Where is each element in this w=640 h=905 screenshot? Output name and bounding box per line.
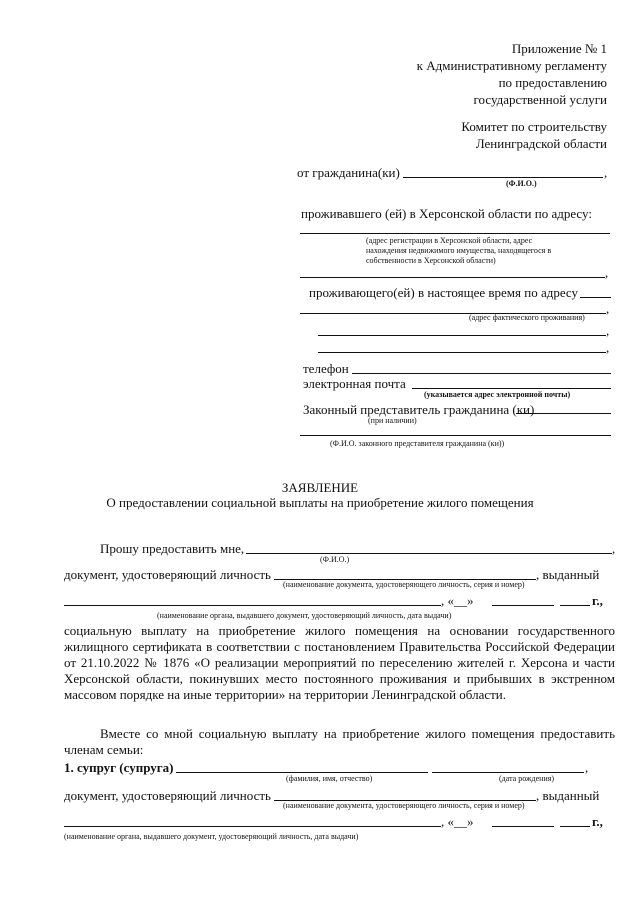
actual-address-hint: (адрес фактического проживания) <box>469 313 585 322</box>
spouse-fio-line[interactable] <box>176 772 428 773</box>
lived-kherson-label: проживавшего (ей) в Херсонской области по адресу: <box>301 206 592 221</box>
request-label: Прошу предоставить мне, <box>100 541 245 556</box>
phone-line[interactable] <box>352 373 611 374</box>
spouse-issue-year-line[interactable] <box>560 826 590 827</box>
spouse-year-label: г., <box>592 814 603 829</box>
spouse-fio-hint: (фамилия, имя, отчество) <box>286 774 373 783</box>
spouse-issued-label: , выданный <box>536 788 600 803</box>
appendix-number: Приложение № 1 <box>511 41 607 56</box>
document-title: ЗАЯВЛЕНИЕ <box>281 480 359 495</box>
email-hint: (указывается адрес электронной почты) <box>424 390 571 399</box>
paragraph-line-5: массовом порядке на иные территории» на территории Ленинградской области. <box>64 687 506 702</box>
spouse-birth-hint: (дата рождения) <box>499 774 555 783</box>
spouse-issue-month-line[interactable] <box>492 826 554 827</box>
comma-mark: , <box>585 760 589 775</box>
comma-mark: , <box>605 265 609 280</box>
paragraph-line-2: жилищного сертификата в соответствии с постановлением Правительства Российской Федерации <box>64 639 615 654</box>
state-service-line: государственной услуги <box>473 92 607 107</box>
issue-year-line[interactable] <box>560 605 590 606</box>
id-document-label: документ, удостоверяющий личность <box>64 567 271 582</box>
email-line[interactable] <box>412 388 611 389</box>
committee-line-2: Ленинградской области <box>475 136 607 151</box>
representative-label: Законный представитель гражданина (ки) <box>303 402 535 417</box>
actual-address-line-2[interactable] <box>318 335 606 336</box>
spouse-issuer-hint: (наименование органа, выдавшего документ, удостоверяющий личность, дата выдачи) <box>64 832 359 841</box>
family-intro-line-2: членам семьи: <box>64 742 144 757</box>
issued-label: , выданный <box>536 567 600 582</box>
comma-mark: , <box>604 165 608 180</box>
comma-mark: , <box>606 301 610 316</box>
issuer-hint: (наименование органа, выдавшего документ, удостоверяющий личность, дата выдачи) <box>157 611 452 620</box>
issue-date-quote: , «__» <box>441 593 474 608</box>
representative-fio-hint: (Ф.И.О. законного представителя гражданина (ки)) <box>330 439 505 448</box>
kherson-address-line[interactable] <box>300 233 610 234</box>
spouse-id-document-hint: (наименование документа, удостоверяющего личность, серия и номер) <box>283 801 525 810</box>
living-now-label: проживающего(ей) в настоящее время по адресу <box>309 285 579 300</box>
kherson-address-line-2[interactable] <box>300 277 605 278</box>
representative-optional-hint: (при наличии) <box>368 416 417 425</box>
spouse-birth-line[interactable] <box>432 772 584 773</box>
provision-line: по предоставлению <box>498 75 607 90</box>
id-document-hint: (наименование документа, удостоверяющего личность, серия и номер) <box>283 580 525 589</box>
year-label: г., <box>592 593 603 608</box>
spouse-issue-date-quote: , «__» <box>441 814 474 829</box>
spouse-issuer-line[interactable] <box>64 826 441 827</box>
reg-address-hint-2: нахождения недвижимого имущества, находящегося в <box>366 246 552 255</box>
committee-line-1: Комитет по строительству <box>461 119 607 134</box>
family-intro-line-1: Вместе со мной социальную выплату на приобретение жилого помещения предоставить <box>100 726 615 741</box>
spouse-label: 1. супруг (супруга) <box>64 760 174 775</box>
issuer-line[interactable] <box>64 605 441 606</box>
request-fio-line[interactable] <box>246 553 612 554</box>
phone-label: телефон <box>303 361 349 376</box>
from-citizen-label: от гражданина(ки) <box>297 165 400 180</box>
living-now-line-short[interactable] <box>580 297 611 298</box>
actual-address-line-3[interactable] <box>318 352 606 353</box>
spouse-id-document-label: документ, удостоверяющий личность <box>64 788 271 803</box>
fio-hint: (Ф.И.О.) <box>506 179 537 188</box>
paragraph-line-4: Херсонской области, покинувших место постоянного проживания и прибывших в экстренном <box>64 671 615 686</box>
paragraph-line-3: от 21.10.2022 № 1876 «О реализации мероприятий по переселению жителей г. Херсона и части <box>64 655 615 670</box>
issue-month-line[interactable] <box>492 605 554 606</box>
from-citizen-line[interactable] <box>403 177 603 178</box>
document-subtitle: О предоставлении социальной выплаты на приобретение жилого помещения <box>106 495 534 510</box>
reg-address-hint-1: (адрес регистрации в Херсонской области, адрес <box>366 236 533 245</box>
comma-mark: , <box>606 340 610 355</box>
comma-mark: , <box>606 323 610 338</box>
representative-line[interactable] <box>516 413 611 414</box>
comma-mark: , <box>612 541 616 556</box>
paragraph-line-1: социальную выплату на приобретение жилого помещения на основании государственного <box>64 623 615 638</box>
representative-fio-line[interactable] <box>300 435 611 436</box>
reg-address-hint-3: собственности в Херсонской области) <box>366 256 496 265</box>
regulation-line: к Административному регламенту <box>416 58 607 73</box>
email-label: электронная почта <box>303 376 406 391</box>
request-fio-hint: (Ф.И.О.) <box>320 555 350 564</box>
